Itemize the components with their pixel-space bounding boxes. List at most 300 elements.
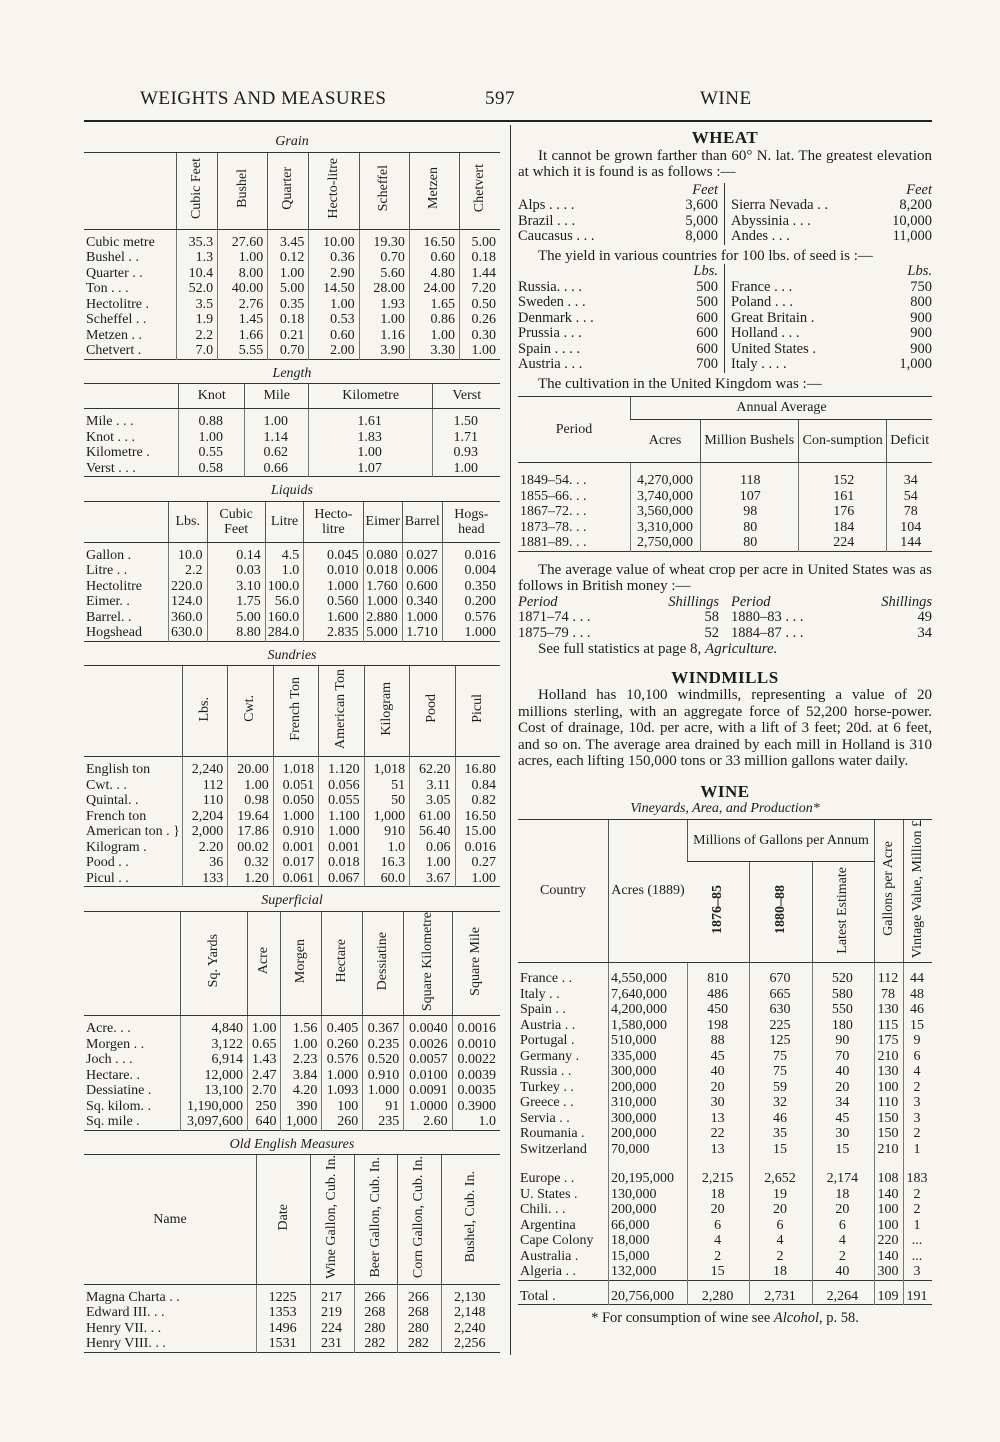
elevation-name: Sierra Nevada . . <box>731 197 829 213</box>
superficial-col-header-text: Dessiatine <box>375 931 391 991</box>
wine-row <box>518 1202 932 1218</box>
wine-cell: 1,580,000 <box>609 1018 688 1034</box>
wine-cell: 45 <box>812 1111 874 1127</box>
sundries-cell: 0.061 <box>273 871 318 887</box>
wine-cell: 44 <box>904 963 932 987</box>
wine-cell: 2,215 <box>688 1157 750 1187</box>
grain-row <box>84 343 500 359</box>
sundries-cell: 1.100 <box>319 809 364 825</box>
liquids-row <box>84 610 500 626</box>
superficial-cell: 2.23 <box>281 1052 322 1068</box>
sundries-caption: Sundries <box>267 647 317 663</box>
yield-value: 500 <box>696 278 718 295</box>
length-cell: 1.00 <box>179 430 245 446</box>
wine-country: Europe . . <box>520 1171 575 1187</box>
wine-cell: 13 <box>688 1142 750 1158</box>
wine-country: Servia . . <box>520 1110 570 1126</box>
liquids-cell: 0.027 <box>402 542 442 563</box>
sundries-cell: 1.000 <box>319 824 364 840</box>
superficial-cell: 4,840 <box>181 1016 248 1037</box>
grain-col-header <box>268 152 309 229</box>
wine-cell: 200,000 <box>609 1202 688 1218</box>
wine-cell: 2 <box>904 1202 932 1218</box>
old_english-cell: 268 <box>354 1305 397 1321</box>
uk-period-header: Period <box>518 397 631 463</box>
grain-cell: 0.70 <box>359 250 409 266</box>
uk-cell: 161 <box>799 489 887 505</box>
grain-row-label: Chetvert . <box>86 343 142 358</box>
wine-cell: 100 <box>875 1202 904 1218</box>
superficial-col-header-text: Sq. Yards <box>205 934 221 988</box>
liquids-cell: 1.000 <box>402 610 442 626</box>
liquids-cell: 124.0 <box>169 594 208 610</box>
us-value-value: 52 <box>704 624 719 641</box>
liquids-cell: 360.0 <box>169 610 208 626</box>
wine-country: Russia . . <box>520 1064 572 1080</box>
superficial-cell: 0.65 <box>247 1037 280 1053</box>
sundries-cell: 0.84 <box>455 778 500 794</box>
superficial-corner-header <box>84 911 181 1016</box>
us-value-name: 1880–83 . . . <box>731 609 804 625</box>
wine-country: Portugal . <box>520 1033 575 1049</box>
wheat-title: WHEAT <box>691 128 759 147</box>
grain-row <box>84 297 500 313</box>
grain-cell: 2.90 <box>309 266 359 282</box>
us-wheat-values <box>518 595 932 642</box>
yield-row <box>731 311 932 327</box>
elevation-value: 8,200 <box>899 197 932 213</box>
length-row-label: Kilometre . <box>86 445 150 460</box>
sundries-cell: 0.018 <box>319 855 364 871</box>
grain-row-label: Metzen . . <box>86 327 142 343</box>
wine-cell: 6 <box>750 1218 812 1234</box>
wine-cell: 46 <box>904 1002 932 1018</box>
superficial-cell: 3,097,600 <box>181 1114 248 1130</box>
length-col-header: Verst <box>433 384 500 409</box>
wine-cell: 132,000 <box>609 1264 688 1280</box>
grain-cell: 8.00 <box>218 266 268 282</box>
wine-cell: ... <box>904 1233 932 1249</box>
wine-cell: 4,200,000 <box>609 1002 688 1018</box>
wine-cell: 670 <box>750 963 812 987</box>
us-value-row <box>731 626 932 642</box>
liquids-corner-header <box>84 501 169 542</box>
wine-cell: 18 <box>812 1187 874 1203</box>
wine-row <box>518 1111 932 1127</box>
wine-country: Cape Colony <box>520 1233 594 1249</box>
superficial-cell: 2.47 <box>247 1068 280 1084</box>
us-intro: The average value of wheat crop per acre in United States was as follows in British money :— <box>518 561 932 594</box>
grain-cell: 0.36 <box>309 250 359 266</box>
old_english-cell: 1496 <box>257 1321 311 1337</box>
length-cell: 1.00 <box>433 461 500 477</box>
sundries-cell: 0.016 <box>455 840 500 856</box>
grain-cell: 3.5 <box>177 297 218 313</box>
wine-cell: 130 <box>875 1064 904 1080</box>
superficial-cell: 0.0026 <box>404 1037 452 1053</box>
superficial-cell: 3.84 <box>281 1068 322 1084</box>
sundries-cell: 1.00 <box>228 778 273 794</box>
liquids-cell: 0.03 <box>207 563 265 579</box>
sundries-row <box>84 778 500 794</box>
liquids-cell: 0.018 <box>363 563 402 579</box>
sundries-col-header <box>319 666 364 757</box>
uk-row <box>518 489 932 505</box>
wine-cell: 200,000 <box>609 1126 688 1142</box>
yield-value: 600 <box>696 340 718 357</box>
uk-row <box>518 504 932 520</box>
yield-value: 900 <box>910 309 932 326</box>
wine-row <box>518 1218 932 1234</box>
liquids-cell: 0.600 <box>402 579 442 595</box>
alcohol-reference: Alcohol <box>773 1310 820 1327</box>
windmills-text: Holland has 10,100 windmills, representing a value of 20 millions sterling, with an aggregate force of 52,200 horse-power. Cost of drainage, 10d. per acre, with a lift of 3 feet; 20d. at 6 feet, and so on. The average area drained by each mill in Holland is 310 acres, each lifting 150,000 tons or 33 million gallons water daily. <box>518 687 932 769</box>
liquids-table <box>84 501 500 642</box>
grain-cell: 0.60 <box>309 328 359 344</box>
wine-cell: 198 <box>688 1018 750 1034</box>
agriculture-reference: Agriculture. <box>705 641 778 657</box>
liquids-cell: 160.0 <box>265 610 304 626</box>
uk-cell: 107 <box>700 489 798 505</box>
superficial-cell: 100 <box>322 1099 363 1115</box>
grain-row <box>84 328 500 344</box>
superficial-cell: 2.70 <box>247 1083 280 1099</box>
yield-name: Austria . . . <box>518 356 583 372</box>
superficial-caption: Superficial <box>261 893 323 908</box>
superficial-cell: 0.0057 <box>404 1052 452 1068</box>
elevation-row <box>518 229 718 245</box>
elevation-value: 8,000 <box>685 228 718 244</box>
sundries-cell: 0.050 <box>273 793 318 809</box>
superficial-cell: 12,000 <box>181 1068 248 1084</box>
wine-cell: 40 <box>812 1264 874 1280</box>
wine-cell: 15 <box>812 1142 874 1158</box>
wine-country: Roumania . <box>520 1126 585 1142</box>
uk-cell: 34 <box>887 463 932 489</box>
grain-cell: 1.93 <box>359 297 409 313</box>
superficial-cell: 0.0010 <box>452 1037 500 1053</box>
superficial-cell: 1.43 <box>247 1052 280 1068</box>
elevation-value: 10,000 <box>892 212 932 229</box>
uk-col-header: Acres <box>631 420 701 463</box>
grain-col-header-text: Chetvert <box>472 164 488 213</box>
length-row-label: Mile . . . <box>86 414 134 429</box>
sundries-col-header-text: Lbs. <box>197 696 213 721</box>
wine-cell: 225 <box>750 1018 812 1034</box>
wine-cell: 40 <box>688 1064 750 1080</box>
grain-cell: 0.18 <box>460 250 500 266</box>
grain-cell: 27.60 <box>218 229 268 250</box>
sundries-cell: 0.82 <box>455 793 500 809</box>
grain-cell: 1.00 <box>218 250 268 266</box>
yield-value: 600 <box>696 325 718 341</box>
liquids-cell: 0.004 <box>442 563 500 579</box>
uk-cell: 144 <box>887 535 932 551</box>
wine-total-label: Total . <box>520 1288 556 1304</box>
old_english-cell: 282 <box>354 1336 397 1352</box>
superficial-cell: 0.405 <box>322 1016 363 1037</box>
wine-cell: 3 <box>904 1095 932 1111</box>
wine-cell: 20 <box>750 1202 812 1218</box>
sundries-col-header <box>273 666 318 757</box>
wine-cell: 1 <box>904 1218 932 1234</box>
grain-row-label: Scheffel . . <box>86 312 147 327</box>
liquids-col-header: Litre <box>265 501 304 542</box>
wine-row <box>518 1157 932 1187</box>
length-cell: 1.83 <box>308 430 432 446</box>
liquids-cell: 0.200 <box>442 594 500 610</box>
sundries-cell: 16.80 <box>455 757 500 778</box>
grain-col-header <box>177 152 218 229</box>
uk-row <box>518 535 932 551</box>
grain-cell: 7.20 <box>460 281 500 297</box>
elevation-name: Abyssinia . . . <box>731 212 811 229</box>
grain-row-label: Cubic metre <box>86 234 155 250</box>
wine-cell: 88 <box>688 1033 750 1049</box>
liquids-col-header: Hecto-litre <box>304 501 363 542</box>
wine-row <box>518 963 932 987</box>
old_english-row <box>84 1305 500 1321</box>
superficial-row-label: Hectare. . <box>86 1067 141 1083</box>
sundries-col-header <box>364 666 409 757</box>
old_english-row-label: Edward III. . . <box>86 1305 165 1321</box>
superficial-cell: 0.0039 <box>452 1068 500 1084</box>
length-cell: 1.07 <box>308 461 432 477</box>
length-row <box>84 461 500 477</box>
wine-cell: 78 <box>875 987 904 1003</box>
uk-cell: 152 <box>799 463 887 489</box>
grain-row-label: Bushel . . <box>86 250 139 265</box>
yield-name: Italy . . . . <box>731 356 787 372</box>
sundries-cell: 0.001 <box>273 840 318 856</box>
sundries-cell: 56.40 <box>410 824 455 840</box>
wheat-yields <box>518 264 932 373</box>
wine-footnote-text: * For consumption of wine see <box>591 1310 774 1327</box>
wine-row <box>518 1049 932 1065</box>
superficial-col-header-text: Square Kilometre <box>419 911 435 1011</box>
wine-cell: 90 <box>812 1033 874 1049</box>
wine-gallons-per-acre-header: Gallons per Acre <box>875 819 904 963</box>
elevation-row <box>731 214 932 230</box>
wine-cell: 580 <box>812 987 874 1003</box>
wine-cell: 150 <box>875 1126 904 1142</box>
liquids-row <box>84 563 500 579</box>
sundries-col-header-text: Kilogram <box>378 681 394 736</box>
grain-cell: 0.18 <box>268 312 309 328</box>
liquids-cell: 1.75 <box>207 594 265 610</box>
left-column <box>84 128 500 1353</box>
wine-cell: 300,000 <box>609 1064 688 1080</box>
wine-cell: 3 <box>904 1264 932 1280</box>
wine-country-header: Country <box>518 819 609 963</box>
sundries-cell: 00.02 <box>228 840 273 856</box>
length-row <box>84 409 500 430</box>
sundries-row-label: American ton . } <box>86 824 180 839</box>
grain-col-header-text: Bushel <box>234 168 250 208</box>
yield-row <box>518 357 718 373</box>
old_english-col-header <box>441 1155 500 1284</box>
wine-country: Algeria . . <box>520 1264 576 1280</box>
wine-cell: 20 <box>812 1202 874 1218</box>
wine-cell: 4 <box>750 1233 812 1249</box>
liquids-cell: 1.710 <box>402 625 442 641</box>
sundries-corner-header <box>84 666 182 757</box>
superficial-cell: 13,100 <box>181 1083 248 1099</box>
liquids-cell: 0.080 <box>363 542 402 563</box>
wine-cell: 45 <box>688 1049 750 1065</box>
liquids-cell: 10.0 <box>169 542 208 563</box>
wine-cell: 100 <box>875 1080 904 1096</box>
yield-row <box>518 295 718 311</box>
us-value-row <box>731 610 932 626</box>
old_english-cell: 2,240 <box>441 1321 500 1337</box>
wine-cell: 75 <box>750 1049 812 1065</box>
us-period-header-right: Period <box>731 593 771 610</box>
wine-cell: 110 <box>875 1095 904 1111</box>
sundries-col-header <box>182 666 227 757</box>
old_english-row-label: Henry VIII. . . <box>86 1336 166 1352</box>
sundries-col-header-text: Cwt. <box>242 695 258 723</box>
superficial-cell: 260 <box>322 1114 363 1130</box>
yield-value: 1,000 <box>899 356 932 372</box>
length-cell: 1.00 <box>245 409 308 430</box>
wine-row <box>518 1064 932 1080</box>
wine-cell: 2 <box>904 1126 932 1142</box>
liquids-cell: 1.000 <box>304 579 363 595</box>
yield-row <box>518 326 718 342</box>
wine-cell: 112 <box>875 963 904 987</box>
wine-cell: 4,550,000 <box>609 963 688 987</box>
grain-corner-header <box>84 152 177 229</box>
grain-col-header-text: Quarter <box>280 166 296 210</box>
elevation-row <box>518 214 718 230</box>
grain-row <box>84 229 500 250</box>
superficial-cell: 0.0035 <box>452 1083 500 1099</box>
wine-1880-header: 1880–88 <box>750 862 812 963</box>
sundries-table <box>84 665 500 887</box>
superficial-cell: 1.00 <box>247 1016 280 1037</box>
superficial-cell: 0.0016 <box>452 1016 500 1037</box>
superficial-row <box>84 1016 500 1037</box>
us-value-name: 1884–87 . . . <box>731 624 804 641</box>
sundries-row <box>84 757 500 778</box>
lbs-unit-right: Lbs. <box>907 263 932 279</box>
wine-row <box>518 1142 932 1158</box>
old_english-cell: 2,256 <box>441 1336 500 1352</box>
old_english-cell: 1225 <box>257 1284 311 1305</box>
old_english-col-header <box>311 1155 354 1284</box>
length-table <box>84 383 500 477</box>
sundries-row <box>84 871 500 887</box>
length-corner-header <box>84 384 179 409</box>
superficial-row-label: Sq. mile . <box>86 1114 140 1130</box>
liquids-cell: 5.000 <box>363 625 402 641</box>
old-english-caption: Old English Measures <box>229 1136 355 1152</box>
superficial-col-header-text: Square Mile <box>468 926 484 996</box>
wine-total-cell: 109 <box>875 1280 904 1305</box>
us-value-value: 34 <box>917 624 932 641</box>
length-row <box>84 445 500 461</box>
yield-name: Spain . . . . <box>518 340 581 357</box>
length-cell: 0.88 <box>179 409 245 430</box>
wine-cell: 3 <box>904 1111 932 1127</box>
wine-cell: 46 <box>750 1111 812 1127</box>
wine-cell: 510,000 <box>609 1033 688 1049</box>
old_english-col-header <box>398 1155 441 1284</box>
yield-value: 600 <box>696 309 718 326</box>
sundries-cell: 112 <box>182 778 227 794</box>
liquids-cell: 0.14 <box>207 542 265 563</box>
old_english-cell: 2,148 <box>441 1305 500 1321</box>
uk-row <box>518 463 932 489</box>
uk-cell: 54 <box>887 489 932 505</box>
grain-cell: 24.00 <box>409 281 459 297</box>
sundries-cell: 2,000 <box>182 824 227 840</box>
grain-cell: 5.60 <box>359 266 409 282</box>
grain-col-header <box>309 152 359 229</box>
wine-cell: 220 <box>875 1233 904 1249</box>
sundries-row-label: English ton <box>86 762 151 777</box>
uk-annual-average-header: Annual Average <box>631 397 933 420</box>
us-shillings-header-left: Shillings <box>668 593 719 610</box>
superficial-cell: 4.20 <box>281 1083 322 1099</box>
wine-cell: 20 <box>688 1080 750 1096</box>
superficial-col-header <box>181 911 248 1016</box>
wine-cell: 486 <box>688 987 750 1003</box>
length-cell: 1.50 <box>433 409 500 430</box>
sundries-cell: 0.27 <box>455 855 500 871</box>
wine-subtitle: Vineyards, Area, and Production* <box>630 801 820 816</box>
sundries-cell: 36 <box>182 855 227 871</box>
superficial-col-header-text: Morgen <box>293 939 309 984</box>
wine-row <box>518 1264 932 1280</box>
old_english-cell: 280 <box>354 1321 397 1337</box>
wine-cell: 183 <box>904 1157 932 1187</box>
sundries-row-label: Cwt. . . <box>86 777 127 793</box>
wine-cell: 6 <box>904 1049 932 1065</box>
liquids-cell: 2.880 <box>363 610 402 626</box>
lbs-unit-left: Lbs. <box>693 263 718 279</box>
grain-cell: 1.00 <box>309 297 359 313</box>
grain-cell: 28.00 <box>359 281 409 297</box>
us-value-name: 1875–79 . . . <box>518 624 591 641</box>
uk-col-header: Deficit <box>887 420 932 463</box>
old_english-cell: 217 <box>311 1284 354 1305</box>
grain-cell: 0.26 <box>460 312 500 328</box>
superficial-cell: 0.520 <box>363 1052 404 1068</box>
wine-country: Spain . . <box>520 1002 566 1018</box>
superficial-cell: 640 <box>247 1114 280 1130</box>
wine-cell: 48 <box>904 987 932 1003</box>
grain-row <box>84 250 500 266</box>
grain-cell: 3.45 <box>268 229 309 250</box>
wine-row <box>518 1095 932 1111</box>
wine-country: U. States . <box>520 1186 578 1202</box>
us-shillings-header-right: Shillings <box>881 593 932 610</box>
superficial-cell: 0.367 <box>363 1016 404 1037</box>
yield-name: France . . . <box>731 278 793 295</box>
uk-cell: 98 <box>700 504 798 520</box>
wine-cell: 665 <box>750 987 812 1003</box>
sundries-cell: 1.120 <box>319 757 364 778</box>
sundries-cell: 1,000 <box>364 809 409 825</box>
old_english-cell: 231 <box>311 1336 354 1352</box>
yield-name: Poland . . . <box>731 294 794 310</box>
superficial-col-header <box>322 911 363 1016</box>
wine-total-cell: 20,756,000 <box>609 1280 688 1305</box>
length-row-label: Knot . . . <box>86 429 135 445</box>
old_english-cell: 1531 <box>257 1336 311 1352</box>
